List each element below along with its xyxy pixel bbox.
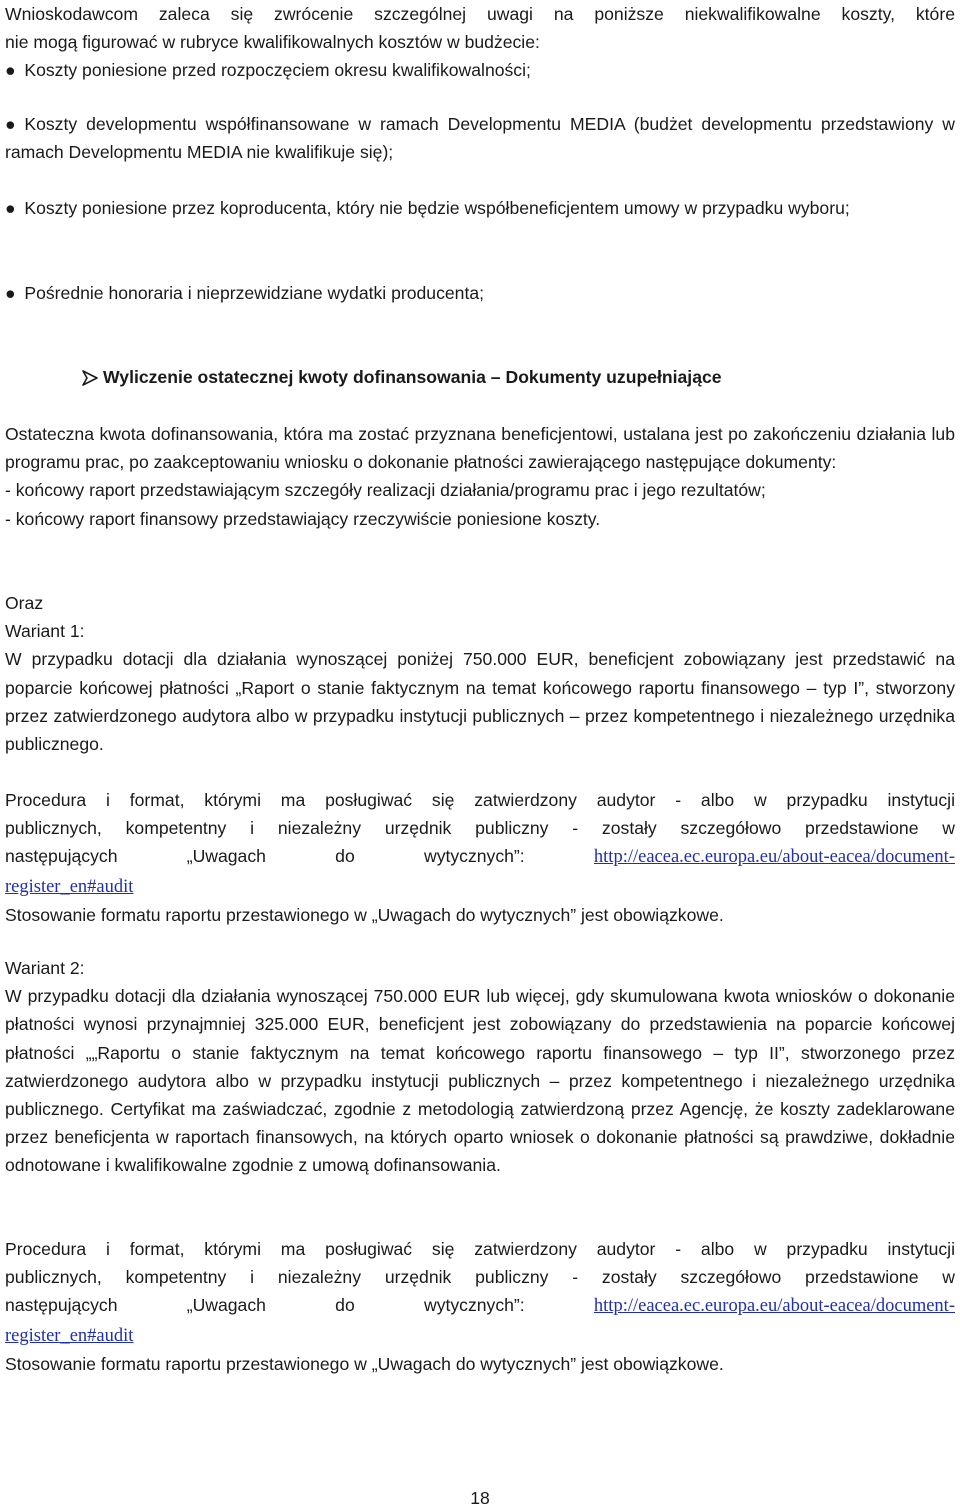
procedure2-line-1: Procedura i format, którymi ma posługiwać się zatwierdzony audytor - albo w przypadku instytucji	[5, 1239, 955, 1259]
bullet-item	[5, 194, 955, 222]
bullet-text: Pośrednie honoraria i nieprzewidziane wydatki producenta;	[24, 283, 485, 303]
bullet-icon: ●	[5, 114, 16, 134]
procedure1-block	[5, 786, 955, 929]
variant1-label: Wariant 1:	[5, 621, 85, 642]
bullet-text: Koszty poniesione przed rozpoczęciem okresu kwalifikowalności;	[24, 60, 531, 80]
variant1-paragraph: W przypadku dotacji dla działania wynoszącej poniżej 750.000 EUR, beneficjent zobowiązany jest przedstawić na poparcie końcowej płatności „Raport o stanie faktycznym na temat końcowego raportu finansowego – typ I”, stworzony przez zatwierdzonego audytora albo w przypadku instytucji publicznych – przez kompetentnego i niezależnego urzędnika publicznego.	[5, 649, 955, 755]
procedure1-word: „Uwagach	[186, 846, 266, 867]
bullet-text: Koszty developmentu współfinansowane w ramach Developmentu MEDIA (budżet developmentu przedstawiony w ramach Developmentu MEDIA nie kwalifikuje się);	[5, 114, 955, 163]
procedure1-mandatory-note: Stosowanie formatu raportu przestawionego w „Uwagach do wytycznych” jest obowiązkowe.	[5, 904, 724, 925]
variant1-block	[5, 589, 955, 758]
variant2-label: Wariant 2:	[5, 958, 85, 978]
intro-line-1: Wnioskodawcom zaleca się zwrócenie szczególnej uwagi na poniższe niekwalifikowalne koszty, które	[5, 4, 955, 24]
arrow-bullet-icon	[81, 370, 99, 386]
procedure1-line-2: publicznych, kompetentny i niezależny urzędnik publiczny - zostały szczegółowo przedstawione w	[5, 818, 955, 839]
procedure2-word: wytycznych”:	[423, 1295, 525, 1316]
intro-block	[5, 0, 955, 56]
bullet-item	[5, 279, 955, 307]
bullet-icon: ●	[5, 283, 16, 303]
final-amount-block	[5, 420, 955, 533]
bullet-text: Koszty poniesione przez koproducenta, który nie będzie współbeneficjentem umowy w przypadku wyboru;	[24, 198, 850, 218]
procedure2-mandatory-note: Stosowanie formatu raportu przestawionego w „Uwagach do wytycznych” jest obowiązkowe.	[5, 1353, 724, 1374]
bullet-icon: ●	[5, 198, 16, 218]
procedure2-line-2: publicznych, kompetentny i niezależny urzędnik publiczny - zostały szczegółowo przedstawione w	[5, 1267, 955, 1288]
bullet-item	[5, 56, 955, 84]
procedure2-word: do	[335, 1295, 355, 1316]
oraz-label: Oraz	[5, 593, 44, 613]
section-heading	[5, 363, 955, 391]
procedure2-word: „Uwagach	[186, 1295, 266, 1316]
final-doc-item-1: - końcowy raport przedstawiającym szczegóły realizacji działania/programu prac i jego rezultatów;	[5, 480, 766, 501]
procedure1-line-1: Procedura i format, którymi ma posługiwać się zatwierdzony audytor - albo w przypadku instytucji	[5, 790, 955, 810]
document-register-link[interactable]: http://eacea.ec.europa.eu/about-eacea/document-	[593, 1296, 955, 1317]
procedure1-word: następujących	[5, 846, 118, 867]
procedure1-word: wytycznych”:	[423, 846, 525, 867]
procedure2-line-3	[5, 1291, 955, 1320]
procedure2-block	[5, 1235, 955, 1378]
intro-line-2: nie mogą figurować w rubryce kwalifikowalnych kosztów w budżecie:	[5, 32, 540, 53]
procedure1-word: do	[335, 846, 355, 867]
page-number: 18	[470, 1488, 490, 1508]
procedure2-word: następujących	[5, 1295, 118, 1316]
variant2-block	[5, 954, 955, 1180]
document-register-link[interactable]: http://eacea.ec.europa.eu/about-eacea/document-	[593, 847, 955, 868]
variant2-paragraph: W przypadku dotacji dla działania wynoszącej 750.000 EUR lub więcej, gdy skumulowana kwota wniosków o dokonanie płatności wynosi przynajmniej 325.000 EUR, beneficjent jest zobowiązany do przedstawienia na poparcie końcowej płatności „„Raportu o stanie faktycznym na temat końcowego raportu finansowego – typ II”, stworzonego przez zatwierdzonego audytora albo w przypadku instytucji publicznych – przez kompetentnego i niezależnego urzędnika publicznego. Certyfikat ma zaświadczać, zgodnie z metodologią zatwierdzoną przez Agencję, że koszty zadeklarowane przez beneficjenta w raportach finansowych, na których oparto wniosek o dokonanie płatności są prawdziwe, dokładnie odnotowane i kwalifikowalne zgodnie z umową dofinansowania.	[5, 986, 955, 1176]
procedure1-line-3	[5, 842, 955, 871]
section-title: Wyliczenie ostatecznej kwoty dofinansowania – Dokumenty uzupełniające	[103, 367, 722, 387]
final-amount-paragraph: Ostateczna kwota dofinansowania, która ma zostać przyznana beneficjentowi, ustalana jest po zakończeniu działania lub programu prac, po zaakceptowaniu wniosku o dokonanie płatności zawierającego następujące dokumenty:	[5, 424, 955, 473]
document-register-link-continued[interactable]: register_en#audit	[5, 1325, 134, 1346]
bullet-item	[5, 110, 955, 166]
document-register-link-continued[interactable]: register_en#audit	[5, 876, 134, 897]
bullet-icon: ●	[5, 60, 16, 80]
final-doc-item-2: - końcowy raport finansowy przedstawiający rzeczywiście poniesione koszty.	[5, 508, 601, 529]
